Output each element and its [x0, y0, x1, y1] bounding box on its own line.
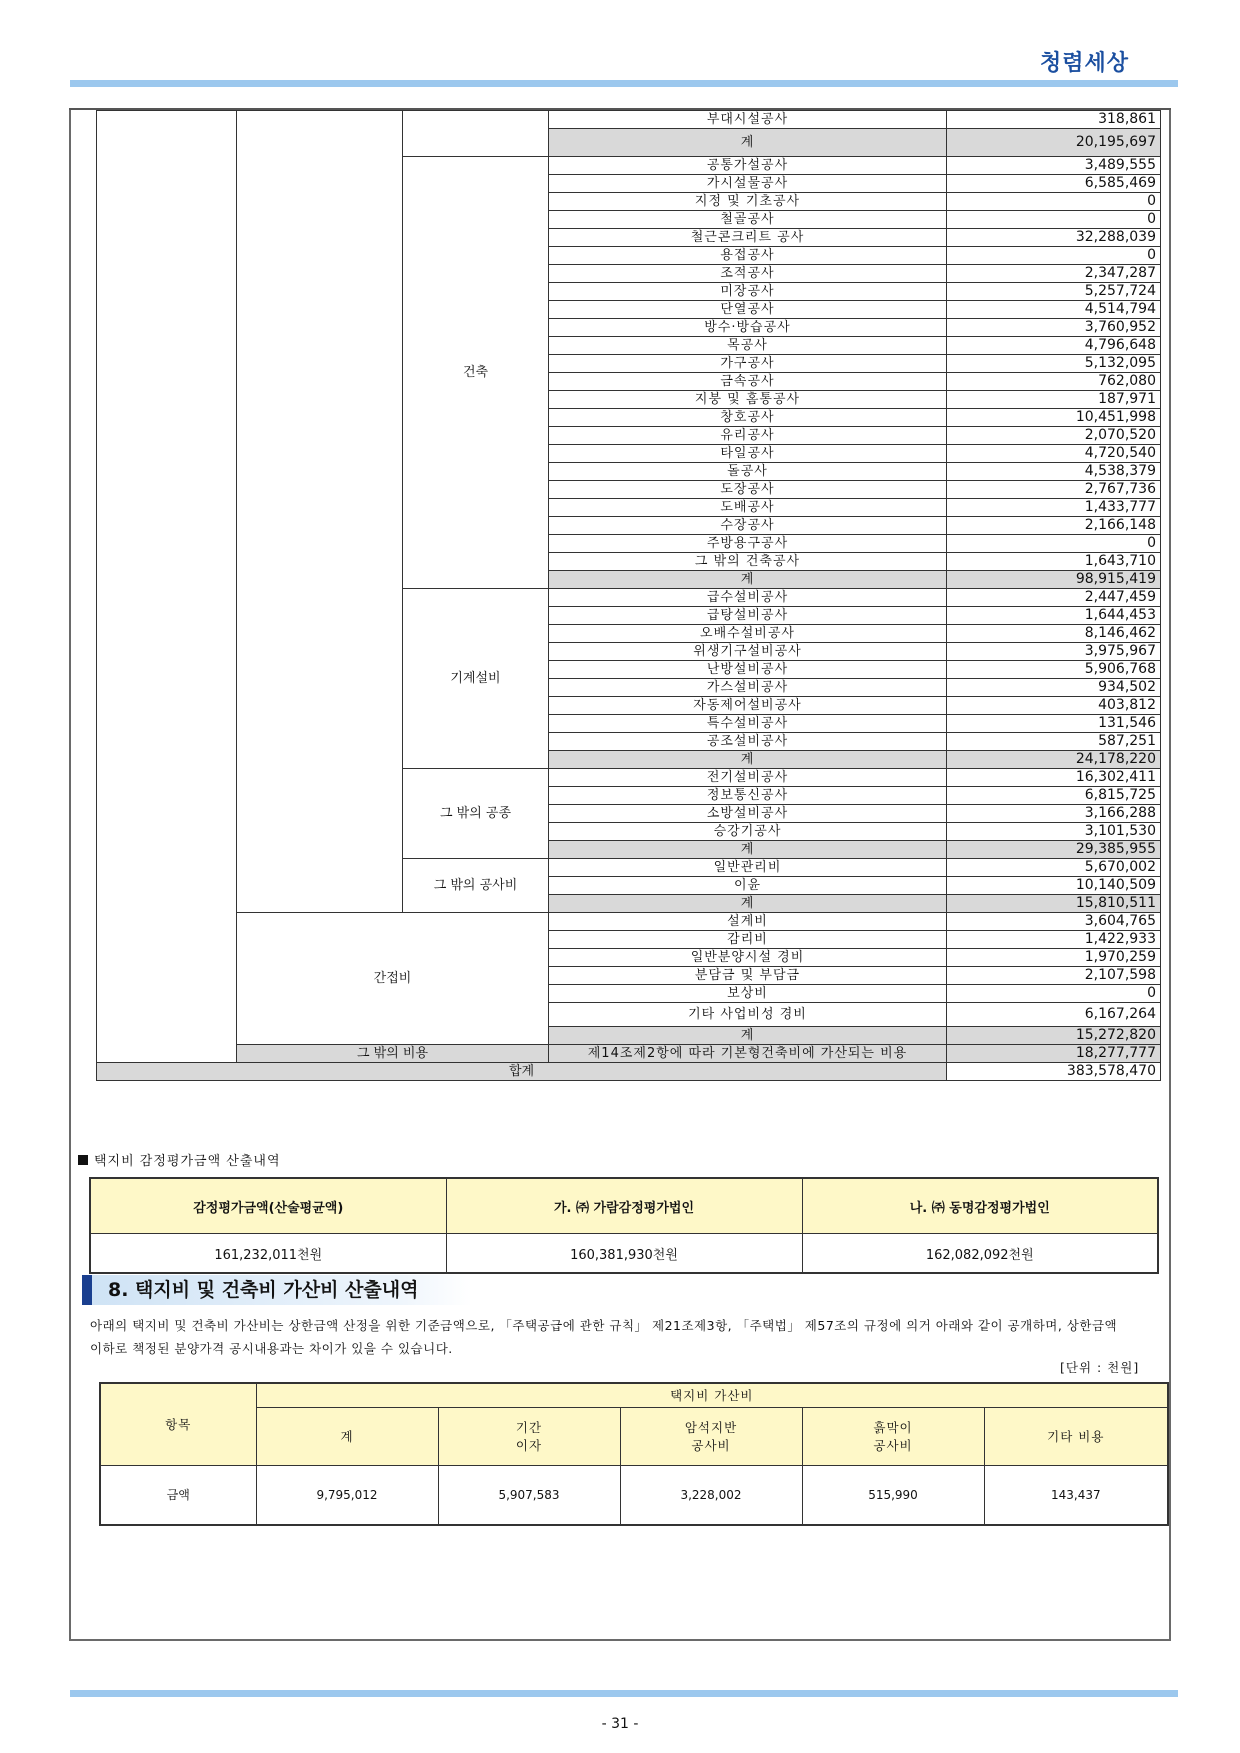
item-name: 계 — [549, 841, 947, 859]
item-name: 감리비 — [549, 931, 947, 949]
item-name: 일반분양시설 경비 — [549, 949, 947, 967]
appraisal-header: 감정평가금액(산술평균액) — [90, 1178, 446, 1234]
item-value: 2,767,736 — [947, 481, 1161, 499]
total-label: 합계 — [97, 1063, 947, 1081]
item-name: 급수설비공사 — [549, 589, 947, 607]
item-value: 131,546 — [947, 715, 1161, 733]
logo: 청렴세상 — [1040, 51, 1130, 76]
additional-cost-table — [99, 1382, 1169, 1526]
item-name: 계 — [549, 751, 947, 769]
item-value: 934,502 — [947, 679, 1161, 697]
appraisal-table — [89, 1177, 1159, 1274]
item-value: 5,670,002 — [947, 859, 1161, 877]
item-name: 철근콘크리트 공사 — [549, 229, 947, 247]
item-name: 유리공사 — [549, 427, 947, 445]
item-name: 급탕설비공사 — [549, 607, 947, 625]
col1-blank — [97, 111, 237, 1063]
item-value: 403,812 — [947, 697, 1161, 715]
item-value: 3,101,530 — [947, 823, 1161, 841]
item-value: 5,257,724 — [947, 283, 1161, 301]
group-label: 건축 — [403, 157, 549, 589]
item-name: 지붕 및 홈통공사 — [549, 391, 947, 409]
item-name: 조적공사 — [549, 265, 947, 283]
other-expense-label: 그 밖의 비용 — [237, 1045, 549, 1063]
item-value: 5,906,768 — [947, 661, 1161, 679]
item-header: 항목 — [100, 1383, 256, 1465]
col2-blank — [237, 111, 403, 913]
item-value: 24,178,220 — [947, 751, 1161, 769]
item-value: 1,433,777 — [947, 499, 1161, 517]
item-value: 0 — [947, 535, 1161, 553]
item-value: 2,070,520 — [947, 427, 1161, 445]
page-number: - 31 - — [601, 1716, 639, 1732]
item-name: 전기설비공사 — [549, 769, 947, 787]
item-value: 4,514,794 — [947, 301, 1161, 319]
item-value: 10,140,509 — [947, 877, 1161, 895]
item-value: 29,385,955 — [947, 841, 1161, 859]
item-name: 계 — [549, 895, 947, 913]
item-name: 금속공사 — [549, 373, 947, 391]
item-value: 1,970,259 — [947, 949, 1161, 967]
appraisal-value: 162,082,092천원 — [802, 1234, 1158, 1274]
item-value: 2,447,459 — [947, 589, 1161, 607]
item-name: 이윤 — [549, 877, 947, 895]
item-name: 도장공사 — [549, 481, 947, 499]
item-value: 6,585,469 — [947, 175, 1161, 193]
item-name: 계 — [549, 571, 947, 589]
item-name: 오배수설비공사 — [549, 625, 947, 643]
item-name: 일반관리비 — [549, 859, 947, 877]
group-label: 간접비 — [237, 913, 549, 1045]
item-value: 6,167,264 — [947, 1003, 1161, 1027]
item-value: 15,272,820 — [947, 1027, 1161, 1045]
section-8-heading: 8. 택지비 및 건축비 가산비 산출내역 — [82, 1275, 472, 1305]
appraisal-value: 160,381,930천원 — [446, 1234, 802, 1274]
group-label: 그 밖의 공사비 — [403, 859, 549, 913]
item-name: 부대시설공사 — [549, 111, 947, 129]
item-value: 2,107,598 — [947, 967, 1161, 985]
item-name: 가스설비공사 — [549, 679, 947, 697]
item-value: 1,422,933 — [947, 931, 1161, 949]
sub-header: 기타 비용 — [984, 1407, 1168, 1465]
item-value: 3,975,967 — [947, 643, 1161, 661]
sub-header: 흙막이 공사비 — [802, 1407, 984, 1465]
item-name: 위생기구설비공사 — [549, 643, 947, 661]
item-value: 187,971 — [947, 391, 1161, 409]
item-name: 보상비 — [549, 985, 947, 1003]
item-name: 계 — [549, 1027, 947, 1045]
item-name: 철골공사 — [549, 211, 947, 229]
item-value: 3,489,555 — [947, 157, 1161, 175]
section-8-paragraph: 아래의 택지비 및 건축비 가산비는 상한금액 산정을 위한 기준금액으로, 「주택공급에 관한 규칙」 제21조제3항, 「주택법」 제57조의 규정에 의거 아래와 같이 공개하며, 상한금액 이하로 책정된 분양가격 공시내용과는 차이가 있을 수 있습니다. — [90, 1318, 1118, 1356]
item-name: 자동제어설비공사 — [549, 697, 947, 715]
item-value: 98,915,419 — [947, 571, 1161, 589]
item-value: 0 — [947, 247, 1161, 265]
item-value: 0 — [947, 211, 1161, 229]
item-value: 3,166,288 — [947, 805, 1161, 823]
table-row — [97, 111, 1161, 129]
amount-cell: 143,437 — [984, 1465, 1168, 1525]
header-band — [70, 80, 1178, 87]
amount-cell: 3,228,002 — [620, 1465, 802, 1525]
item-value: 1,643,710 — [947, 553, 1161, 571]
item-value: 6,815,725 — [947, 787, 1161, 805]
item-name: 수장공사 — [549, 517, 947, 535]
appraisal-header: 나. ㈜ 동명감정평가법인 — [802, 1178, 1158, 1234]
item-value: 4,796,648 — [947, 337, 1161, 355]
group-label: 그 밖의 공종 — [403, 769, 549, 859]
item-value: 2,166,148 — [947, 517, 1161, 535]
item-value: 10,451,998 — [947, 409, 1161, 427]
item-name: 소방설비공사 — [549, 805, 947, 823]
item-name: 공조설비공사 — [549, 733, 947, 751]
unit-label: [단위 : 천원] — [1060, 1360, 1140, 1375]
group-label — [403, 111, 549, 157]
item-value: 4,720,540 — [947, 445, 1161, 463]
item-name: 돌공사 — [549, 463, 947, 481]
item-value: 32,288,039 — [947, 229, 1161, 247]
item-name: 미장공사 — [549, 283, 947, 301]
item-name: 지정 및 기초공사 — [549, 193, 947, 211]
item-name: 가시설물공사 — [549, 175, 947, 193]
item-value: 3,604,765 — [947, 913, 1161, 931]
sub-header: 암석지반 공사비 — [620, 1407, 802, 1465]
item-name: 도배공사 — [549, 499, 947, 517]
footer-band — [70, 1690, 1178, 1697]
item-name: 기타 사업비성 경비 — [549, 1003, 947, 1027]
item-value: 8,146,462 — [947, 625, 1161, 643]
item-value: 0 — [947, 985, 1161, 1003]
item-name: 설계비 — [549, 913, 947, 931]
appraisal-header: 가. ㈜ 가람감정평가법인 — [446, 1178, 802, 1234]
table-row — [97, 913, 1161, 931]
item-name: 창호공사 — [549, 409, 947, 427]
item-value: 5,132,095 — [947, 355, 1161, 373]
item-value: 0 — [947, 193, 1161, 211]
item-value: 2,347,287 — [947, 265, 1161, 283]
item-value: 1,644,453 — [947, 607, 1161, 625]
item-name: 난방설비공사 — [549, 661, 947, 679]
item-name: 분담금 및 부담금 — [549, 967, 947, 985]
sub-header: 계 — [256, 1407, 438, 1465]
row-label: 금액 — [100, 1465, 256, 1525]
amount-cell: 9,795,012 — [256, 1465, 438, 1525]
appraisal-value: 161,232,011천원 — [90, 1234, 446, 1274]
total-row — [97, 1063, 1161, 1081]
item-name: 목공사 — [549, 337, 947, 355]
item-value: 4,538,379 — [947, 463, 1161, 481]
item-value: 318,861 — [947, 111, 1161, 129]
item-value: 587,251 — [947, 733, 1161, 751]
appraisal-section-title: 택지비 감정평가금액 산출내역 — [78, 1150, 281, 1169]
bullet-square-icon — [78, 1155, 88, 1165]
item-name: 단열공사 — [549, 301, 947, 319]
item-name: 타일공사 — [549, 445, 947, 463]
construction-cost-table — [96, 110, 1161, 1081]
group-header: 택지비 가산비 — [256, 1383, 1168, 1407]
item-value: 16,302,411 — [947, 769, 1161, 787]
amount-cell: 5,907,583 — [438, 1465, 620, 1525]
item-name: 공통가설공사 — [549, 157, 947, 175]
total-value: 383,578,470 — [947, 1063, 1161, 1081]
other-expense-name: 제14조제2항에 따라 기본형건축비에 가산되는 비용 — [549, 1045, 947, 1063]
sub-header: 기간 이자 — [438, 1407, 620, 1465]
item-name: 용접공사 — [549, 247, 947, 265]
other-expense-value: 18,277,777 — [947, 1045, 1161, 1063]
item-value: 20,195,697 — [947, 129, 1161, 157]
item-name: 가구공사 — [549, 355, 947, 373]
item-value: 762,080 — [947, 373, 1161, 391]
amount-cell: 515,990 — [802, 1465, 984, 1525]
item-name: 그 밖의 건축공사 — [549, 553, 947, 571]
item-name: 계 — [549, 129, 947, 157]
item-name: 주방용구공사 — [549, 535, 947, 553]
item-name: 승강기공사 — [549, 823, 947, 841]
other-expense-row — [97, 1045, 1161, 1063]
item-value: 3,760,952 — [947, 319, 1161, 337]
item-value: 15,810,511 — [947, 895, 1161, 913]
item-name: 정보통신공사 — [549, 787, 947, 805]
group-label: 기계설비 — [403, 589, 549, 769]
item-name: 특수설비공사 — [549, 715, 947, 733]
item-name: 방수·방습공사 — [549, 319, 947, 337]
